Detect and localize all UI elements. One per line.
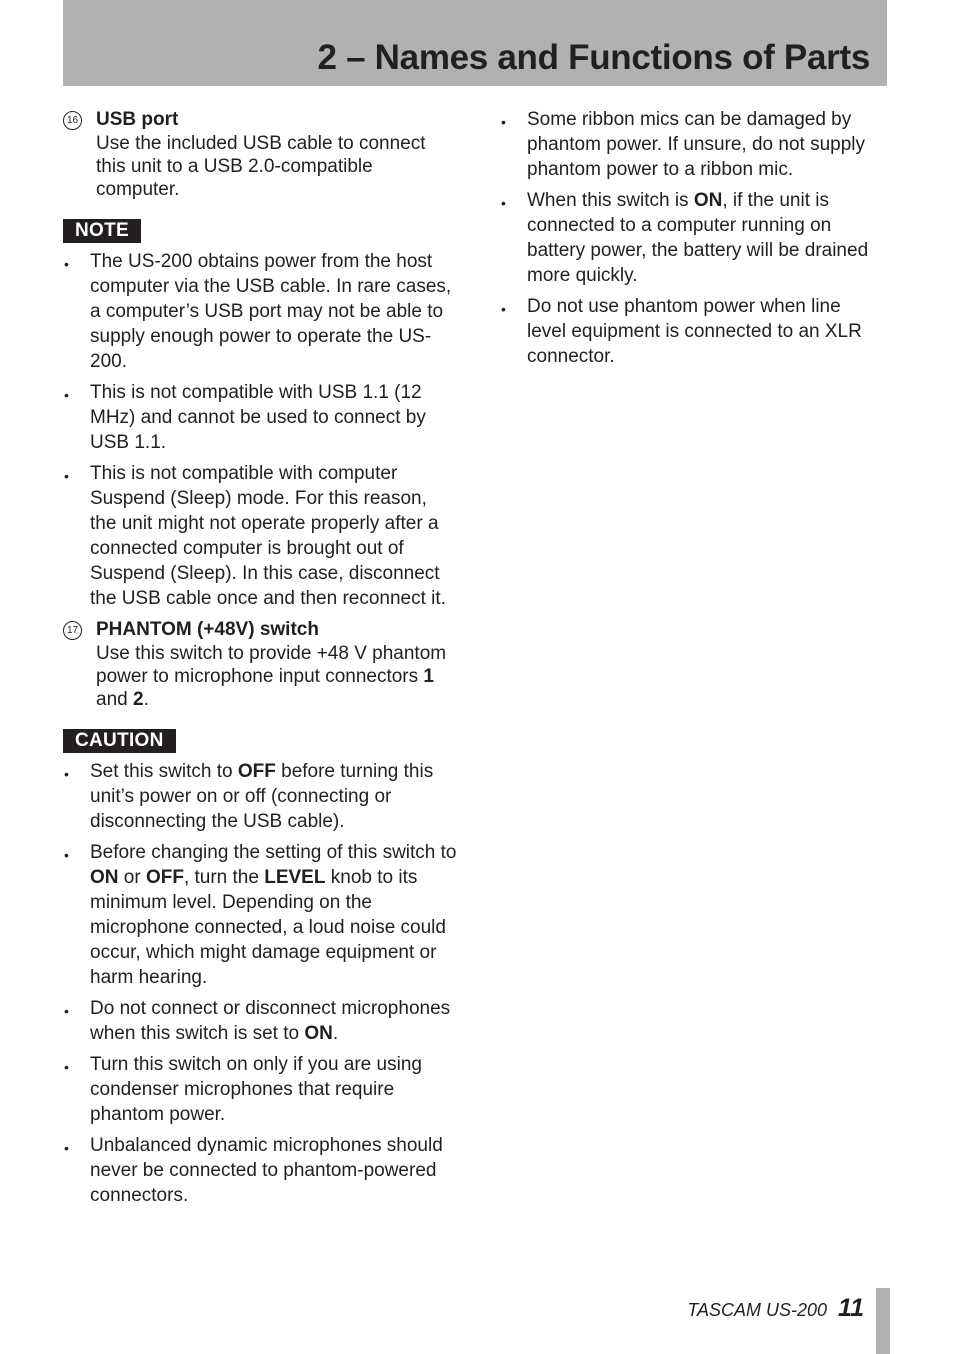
list-item-text: Some ribbon mics can be damaged by phantom power. If unsure, do not supply phantom power to a ribbon mic. — [527, 109, 865, 180]
bullet-icon: • — [64, 468, 69, 484]
bullet-icon: • — [64, 1003, 69, 1019]
list-item-text: Unbalanced dynamic microphones should never be connected to phantom-powered connectors. — [90, 1135, 443, 1206]
note-label: NOTE — [63, 219, 141, 243]
list-item-text: Do not use phantom power when line level equipment is connected to an XLR connector. — [527, 296, 862, 367]
list-item-text: Before changing the setting of this switch to ON or OFF, turn the LEVEL knob to its minimum level. Depending on the microphone connected, a loud noise could occur, which might damage equipment or harm hearing. — [90, 842, 457, 988]
header-bar — [63, 0, 887, 86]
list-item-text: Turn this switch on only if you are using condenser microphones that require phantom power. — [90, 1054, 422, 1125]
list-item — [63, 249, 458, 374]
list-item — [63, 380, 458, 455]
list-item-text: Set this switch to OFF before turning this unit’s power on or off (connecting or disconnecting the USB cable). — [90, 761, 434, 832]
caution-label: CAUTION — [63, 729, 176, 753]
left-column — [63, 107, 458, 1214]
item-title: USB port — [96, 109, 179, 130]
list-item — [500, 188, 885, 288]
item-number-badge: 17 — [63, 621, 82, 640]
list-item — [63, 759, 458, 834]
list-item-text: This is not compatible with computer Suspend (Sleep) mode. For this reason, the unit might not operate properly after a connected computer is brought out of Suspend (Sleep). In this case, disconnect the USB cable once and then reconnect it. — [90, 463, 446, 609]
list-item-text: When this switch is ON, if the unit is connected to a computer running on battery power, the battery will be drained more quickly. — [527, 190, 869, 286]
bullet-icon: • — [64, 256, 69, 272]
list-item — [63, 1052, 458, 1127]
item-number-badge: 16 — [63, 111, 82, 130]
list-item — [63, 1133, 458, 1208]
footer-product: TASCAM US-200 — [687, 1300, 828, 1320]
bullet-icon: • — [64, 1140, 69, 1156]
note-label-wrap — [63, 218, 458, 243]
item-usb-port — [63, 107, 458, 201]
list-item — [500, 107, 885, 182]
item-phantom-switch — [63, 617, 458, 711]
caution-list-right — [500, 107, 885, 369]
list-item-text: This is not compatible with USB 1.1 (12 MHz) and cannot be used to connect by USB 1.1. — [90, 382, 426, 453]
bullet-icon: • — [501, 114, 506, 130]
bullet-icon: • — [64, 766, 69, 782]
bullet-icon: • — [501, 301, 506, 317]
list-item — [500, 294, 885, 369]
bullet-icon: • — [64, 387, 69, 403]
page-footer — [687, 1294, 864, 1323]
bullet-icon: • — [501, 195, 506, 211]
note-list — [63, 249, 458, 611]
side-tab — [876, 1288, 890, 1354]
bullet-icon: • — [64, 1059, 69, 1075]
list-item — [63, 996, 458, 1046]
right-column — [500, 107, 885, 375]
list-item — [63, 461, 458, 611]
bullet-icon: • — [64, 847, 69, 863]
list-item-text: Do not connect or disconnect microphones when this switch is set to ON. — [90, 998, 451, 1044]
caution-list-left — [63, 759, 458, 1208]
item-description: Use the included USB cable to connect this unit to a USB 2.0-compatible computer. — [96, 133, 426, 200]
list-item-text: The US-200 obtains power from the host computer via the USB cable. In rare cases, a computer’s USB port may not be able to supply enough power to operate the US-200. — [90, 251, 452, 372]
list-item — [63, 840, 458, 990]
page-number: 11 — [838, 1294, 864, 1322]
page-title: 2 – Names and Functions of Parts — [317, 38, 870, 77]
caution-label-wrap — [63, 728, 458, 753]
item-title: PHANTOM (+48V) switch — [96, 619, 319, 640]
item-description: Use this switch to provide +48 V phantom power to microphone input connectors 1 and 2. — [96, 643, 447, 710]
